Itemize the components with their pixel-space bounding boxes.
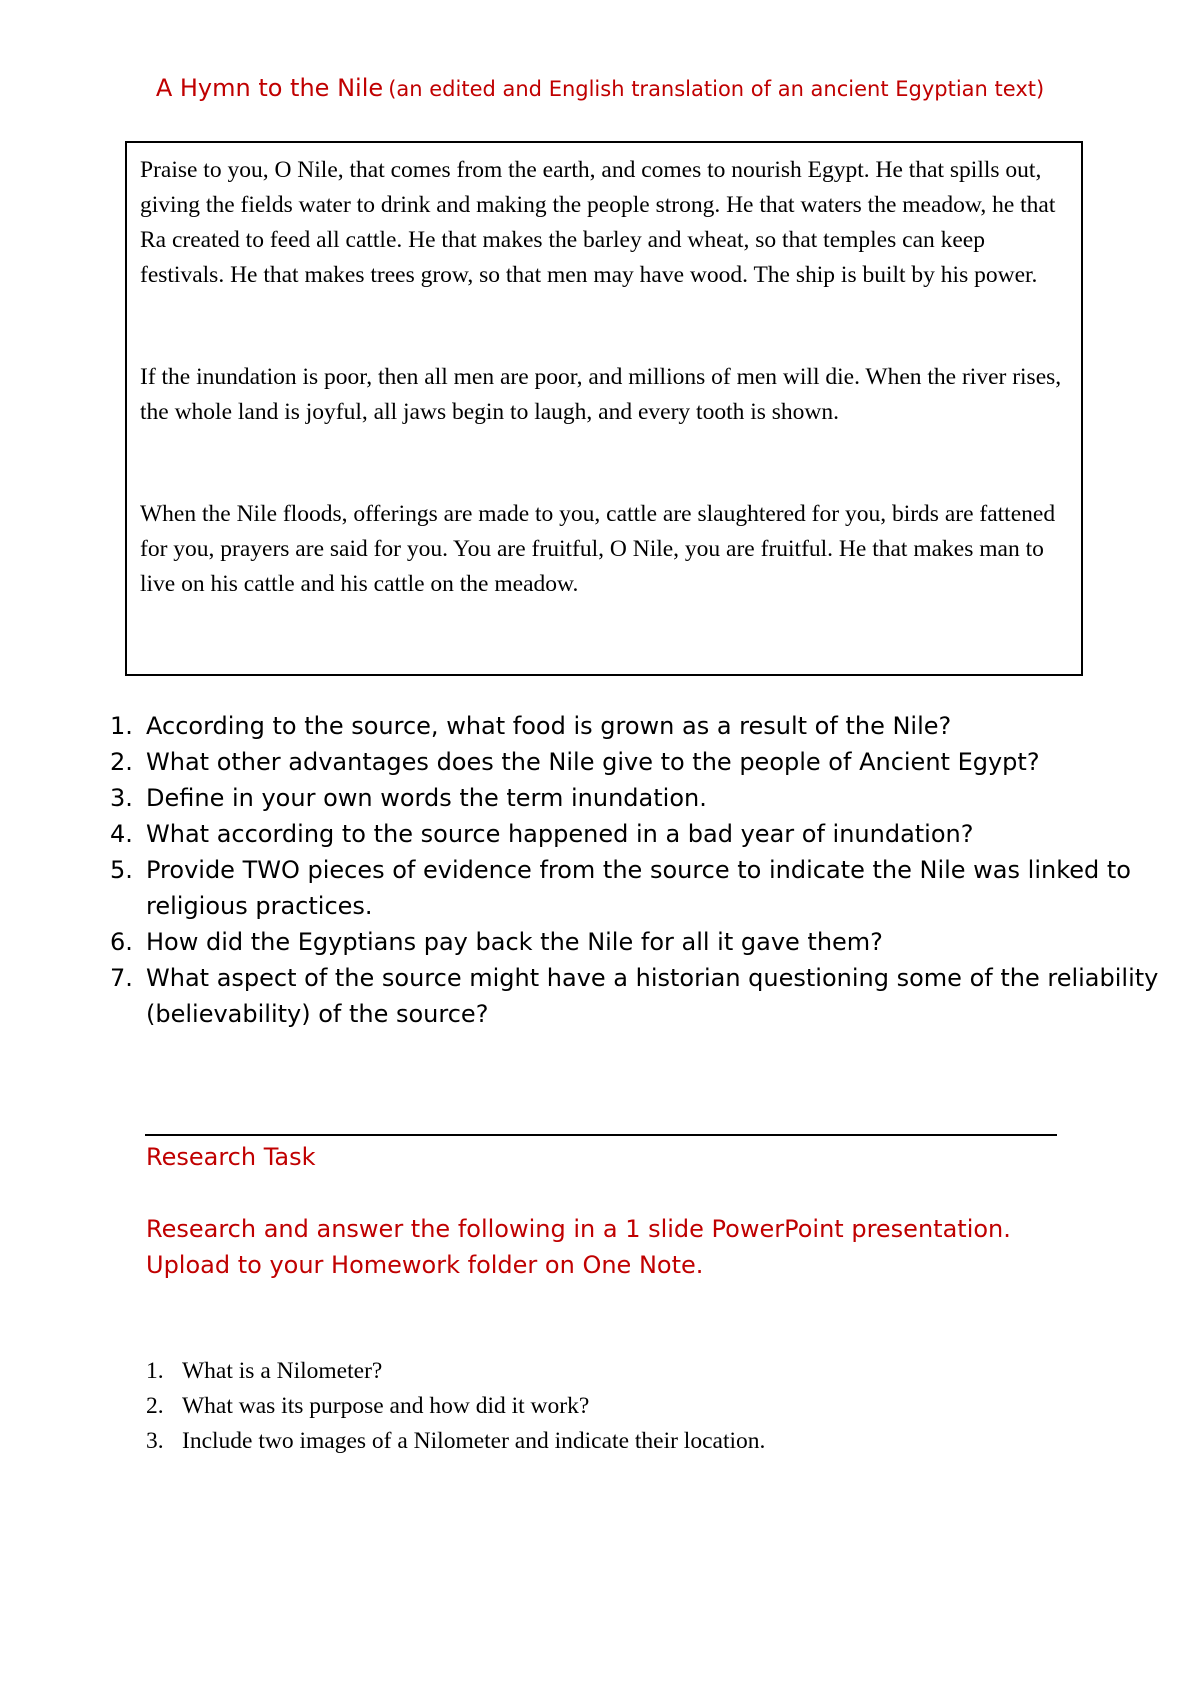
question-item (110, 708, 1160, 744)
question-item (110, 924, 1160, 960)
question-number: 7. (110, 964, 133, 992)
title-main: A Hymn to the Nile (155, 74, 384, 102)
question-number: 3. (110, 784, 133, 812)
task-item (146, 1354, 1146, 1389)
task-number: 3. (146, 1428, 164, 1454)
question-item (110, 744, 1160, 780)
question-item (110, 816, 1160, 852)
research-task-list (146, 1354, 1146, 1459)
question-text: According to the source, what food is grown as a result of the Nile? (146, 712, 952, 740)
question-number: 2. (110, 748, 133, 776)
question-number: 1. (110, 712, 133, 740)
question-text: How did the Egyptians pay back the Nile for all it gave them? (146, 928, 883, 956)
question-text: Define in your own words the term inundation. (146, 784, 707, 812)
question-number: 6. (110, 928, 133, 956)
research-upload-note: Upload to your Homework folder on One Note. (146, 1251, 704, 1279)
source-paragraph: If the inundation is poor, then all men are poor, and millions of men will die. When the river rises, the whole land is joyful, all jaws begin to laugh, and every tooth is shown. (140, 364, 1062, 425)
task-text: Include two images of a Nilometer and indicate their location. (182, 1428, 766, 1454)
research-instructions (146, 1211, 1126, 1283)
task-item (146, 1424, 1146, 1459)
source-paragraph: Praise to you, O Nile, that comes from the earth, and comes to nourish Egypt. He that spills out, giving the fields water to drink and making the people strong. He that waters the meadow, he that Ra created to feed all cattle. He that makes the barley and wheat, so that temples can keep festivals. He that makes trees grow, so that men may have wood. The ship is built by his power. (140, 157, 1056, 288)
task-text: What is a Nilometer? (182, 1358, 383, 1384)
question-text: What aspect of the source might have a historian questioning some of the reliability (believability) of the source? (146, 964, 1159, 1028)
questions-list (110, 708, 1160, 1032)
question-item (110, 852, 1160, 924)
question-item (110, 960, 1160, 1032)
question-number: 5. (110, 856, 133, 884)
task-text: What was its purpose and how did it work? (182, 1393, 590, 1419)
research-instruction: Research and answer the following in a 1 slide PowerPoint presentation. (146, 1215, 1011, 1243)
research-heading: Research Task (146, 1143, 316, 1171)
question-text: What according to the source happened in a bad year of inundation? (146, 820, 974, 848)
question-text: Provide TWO pieces of evidence from the source to indicate the Nile was linked to religious practices. (146, 856, 1131, 920)
task-item (146, 1389, 1146, 1424)
document-title (0, 74, 1200, 102)
task-number: 2. (146, 1393, 164, 1419)
question-item (110, 780, 1160, 816)
source-text-box (125, 141, 1083, 676)
source-paragraph: When the Nile floods, offerings are made to you, cattle are slaughtered for you, birds are fattened for you, prayers are said for you. You are fruitful, O Nile, you are fruitful. He that makes man to live on his cattle and his cattle on the meadow. (140, 501, 1056, 597)
question-number: 4. (110, 820, 133, 848)
section-divider (145, 1134, 1057, 1136)
question-text: What other advantages does the Nile give to the people of Ancient Egypt? (146, 748, 1040, 776)
task-number: 1. (146, 1358, 164, 1384)
title-subtitle: (an edited and English translation of an ancient Egyptian text) (388, 77, 1045, 101)
